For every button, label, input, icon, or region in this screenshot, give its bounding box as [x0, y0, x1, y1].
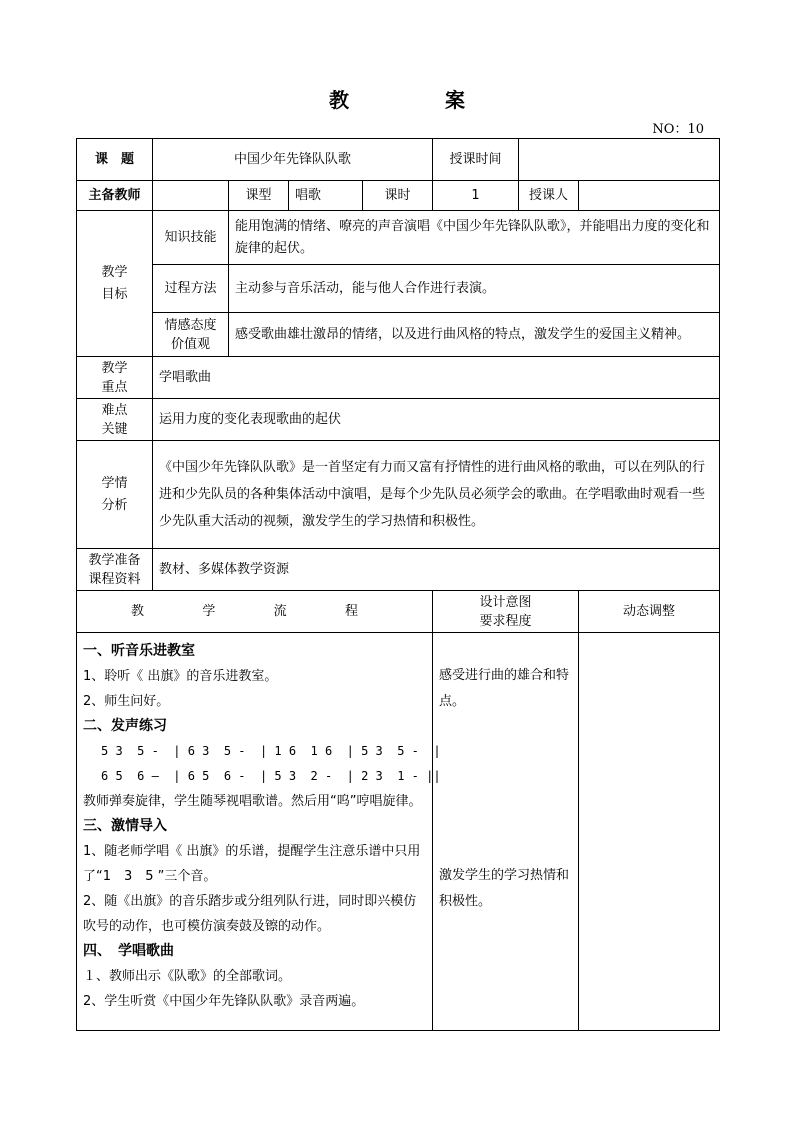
course-value: 中国少年先锋队队歌	[153, 139, 433, 181]
design-note-2: 激发学生的学习热情和积极性。	[439, 868, 570, 909]
lesson-time-value	[519, 139, 720, 181]
prep-label	[77, 549, 153, 591]
difficulty-label-line1: 难点	[101, 402, 128, 418]
goals-label	[77, 211, 153, 357]
row-analysis	[77, 441, 720, 549]
design-header-line2: 要求程度	[479, 613, 532, 629]
process-text: 主动参与音乐活动，能与他人合作进行表演。	[229, 265, 720, 313]
flow-header-c1: 教	[131, 603, 145, 619]
row-flow-header	[77, 591, 720, 633]
row-difficulty	[77, 399, 720, 441]
step4-item2: 2、学生听赏《中国少年先锋队队歌》录音两遍。	[83, 994, 365, 1009]
adjust-header: 动态调整	[579, 591, 720, 633]
row-course	[77, 139, 720, 181]
emotion-label-line1: 情感态度	[164, 317, 217, 333]
title-part-1: 教	[329, 88, 349, 112]
notation-line2: 6 5 6 — | 6 5 6 - | 5 3 2 - | 2 3 1 - ||	[101, 769, 441, 783]
focus-label-line2: 重点	[101, 379, 128, 395]
focus-label	[77, 357, 153, 399]
step1-title: 一、听音乐进教室	[83, 643, 195, 659]
notation-line1: 5 3 5 - | 6 3 5 - | 1 6 1 6 | 5 3 5 - |	[101, 744, 441, 758]
adjust-content	[579, 633, 720, 1031]
prep-label-line1: 教学准备	[88, 552, 141, 568]
process-content	[77, 633, 441, 1031]
step3-title: 三、激情导入	[83, 818, 167, 834]
title-part-2: 案	[445, 88, 465, 112]
step4-title: 四、 学唱歌曲	[83, 943, 174, 959]
prep-label-line2: 课程资料	[88, 571, 141, 587]
difficulty-text: 运用力度的变化表现歌曲的起伏	[153, 399, 720, 441]
step3-item2: 2、随《出旗》的音乐踏步或分组列队行进，同时即兴模仿吹号的动作，也可模仿演奏鼓及镲的动作。	[83, 894, 417, 934]
lesson-plan-table	[76, 138, 720, 1031]
design-note-1: 感受进行曲的雄合和特点。	[439, 668, 570, 709]
flow-header-c4: 程	[344, 603, 358, 619]
step3-item1: 1、随老师学唱《 出旗》的乐谱，提醒学生注意乐谱中只用了“1 3 5 ”三个音。	[83, 844, 421, 884]
step2-text: 教师弹奏旋律，学生随琴视唱歌谱。然后用“呜”哼唱旋律。	[83, 794, 422, 809]
document-number: NO：10	[652, 122, 704, 137]
difficulty-label-line2: 关键	[101, 421, 128, 437]
focus-label-line1: 教学	[101, 360, 128, 376]
flow-header	[77, 591, 433, 633]
difficulty-label	[77, 399, 153, 441]
lesson-hours-value: 1	[433, 181, 519, 211]
teacher-label: 主备教师	[77, 181, 153, 211]
step1-item2: 2、师生问好。	[83, 694, 170, 709]
prep-text: 教材、多媒体教学资源	[153, 549, 720, 591]
step1-item1: 1、聆听《 出旗》的音乐进教室。	[83, 669, 278, 684]
design-header	[433, 591, 579, 633]
emotion-label-line2: 价值观	[170, 336, 210, 352]
flow-header-c2: 学	[202, 603, 216, 619]
row-goal-process	[77, 265, 720, 313]
analysis-label-line1: 学情	[101, 475, 128, 491]
step2-title: 二、发声练习	[83, 718, 167, 734]
row-teacher	[77, 181, 720, 211]
lecturer-label: 授课人	[519, 181, 579, 211]
focus-text: 学唱歌曲	[153, 357, 720, 399]
row-prep	[77, 549, 720, 591]
design-content	[433, 633, 579, 1031]
document-title	[0, 84, 794, 113]
analysis-label-line2: 分析	[101, 497, 128, 513]
emotion-text: 感受歌曲雄壮激昂的情绪，以及进行曲风格的特点，激发学生的爱国主义精神。	[229, 313, 720, 357]
lesson-type-label: 课型	[229, 181, 289, 211]
row-goal-knowledge	[77, 211, 720, 265]
goals-label-line2: 目标	[101, 286, 128, 302]
row-focus	[77, 357, 720, 399]
knowledge-label: 知识技能	[153, 211, 229, 265]
design-header-line1: 设计意图	[479, 594, 532, 610]
step4-item1: １、教师出示《队歌》的全部歌词。	[83, 969, 292, 984]
row-goal-emotion	[77, 313, 720, 357]
emotion-label	[153, 313, 229, 357]
row-flow-body	[77, 633, 720, 1031]
process-label: 过程方法	[153, 265, 229, 313]
lesson-type-value: 唱歌	[289, 181, 363, 211]
teacher-value	[153, 181, 229, 211]
analysis-label	[77, 441, 153, 549]
lesson-time-label: 授课时间	[433, 139, 519, 181]
lecturer-value	[579, 181, 720, 211]
course-label: 课 题	[77, 139, 153, 181]
goals-label-line1: 教学	[101, 264, 128, 280]
flow-header-c3: 流	[273, 603, 287, 619]
knowledge-text: 能用饱满的情绪、嘹亮的声音演唱《中国少年先锋队队歌》，并能唱出力度的变化和旋律的起伏。	[229, 211, 720, 265]
analysis-text: 《中国少年先锋队队歌》是一首坚定有力而又富有抒情性的进行曲风格的歌曲，可以在列队的行进和少先队员的各种集体活动中演唱，是每个少先队员必须学会的歌曲。在学唱歌曲时观看一些少先队重大活动的视频，激发学生的学习热情和积极性。	[153, 441, 720, 549]
lesson-hours-label: 课时	[363, 181, 433, 211]
